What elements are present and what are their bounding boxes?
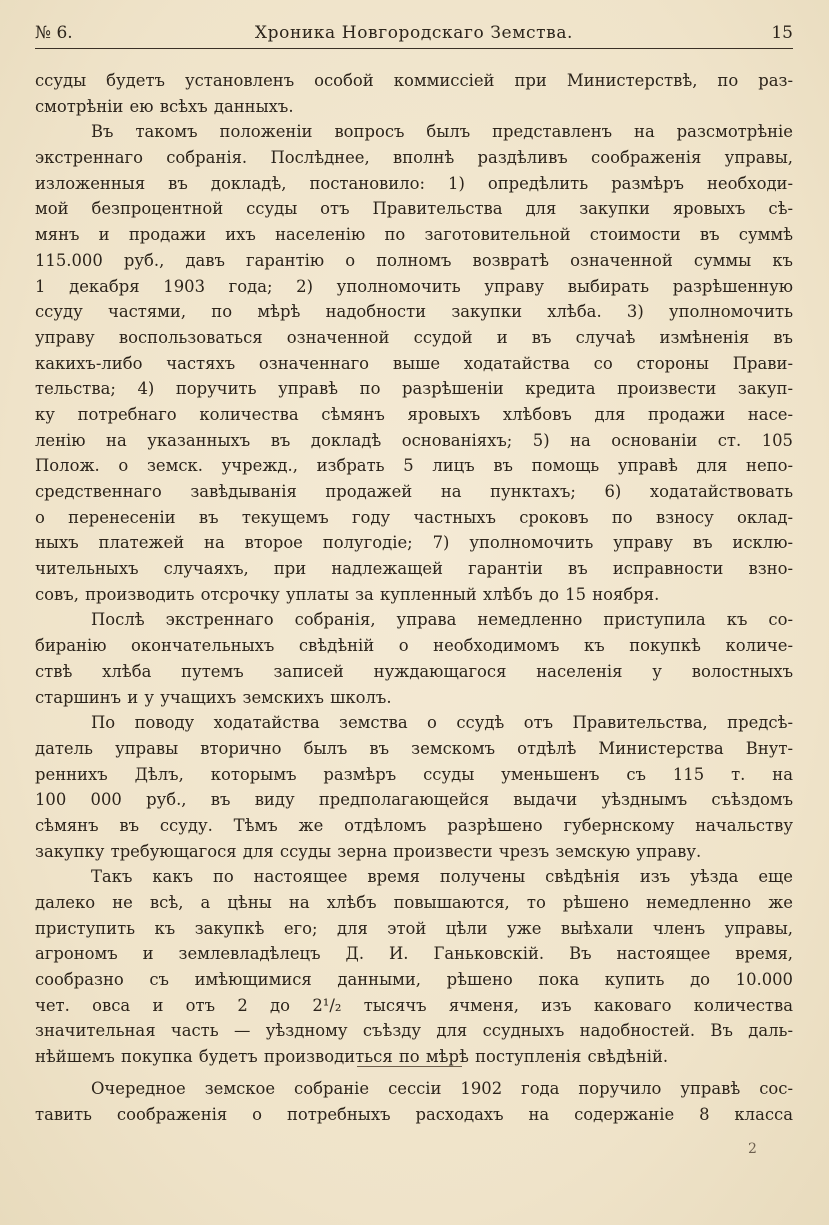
text-line: ку потребнаго количества сѣмянъ яровыхъ хлѣбовъ для продажи насе- (35, 404, 793, 424)
text-line: какихъ-либо частяхъ означеннаго выше ходатайства со стороны Прави- (35, 353, 793, 373)
text-line: средственнаго завѣдыванiя продажей на пунктахъ; 6) ходатайствовать (35, 482, 793, 501)
text-line: сообразно съ имѣющимися данными, рѣшено пока купить до 10.000 (35, 970, 793, 990)
text-line: ствѣ хлѣба путемъ записей нуждающагося населенiя у волостныхъ (35, 661, 793, 681)
body-text (35, 68, 793, 1070)
text-line: Такъ какъ по настоящее время получены свѣдѣнiя изъ уѣзда еще (91, 867, 793, 887)
text-line: мянъ и продажи ихъ населенiю по заготовительной стоимости въ суммѣ (35, 225, 793, 245)
text-line: мой безпроцентной ссуды отъ Правительства для закупки яровыхъ сѣ- (35, 199, 793, 219)
text-line: сѣмянъ въ ссуду. Тѣмъ же отдѣломъ разрѣшено губернскому начальству (35, 815, 793, 835)
text-line: 115.000 руб., давъ гарантiю о полномъ возвратѣ означенной суммы къ (35, 250, 793, 270)
text-line: совъ, производить отсрочку уплаты за купленный хлѣбъ до 15 ноября. (35, 584, 660, 604)
text-line: о перенесенiи въ текущемъ году частныхъ сроковъ по взносу оклад- (35, 507, 793, 527)
text-line: управу воспользоваться означенной ссудой и въ случаѣ измѣненiя въ (35, 327, 793, 347)
body-text-continued (35, 1076, 793, 1127)
section-divider (357, 1066, 462, 1067)
page-number: 15 (771, 23, 793, 43)
text-line: ссуду частями, по мѣрѣ надобности закупки хлѣба. 3) уполномочить (35, 302, 793, 322)
text-line: тельства; 4) поручить управѣ по разрѣшенiи кредита произвести закуп- (35, 379, 793, 399)
text-line: старшинъ и у учащихъ земскихъ школъ. (35, 687, 392, 707)
text-line: ссуды будетъ установленъ особой коммиссiей при Министерствѣ, по раз- (35, 71, 793, 90)
text-line: 100 000 руб., въ виду предполагающейся выдачи уѣзднымъ съѣздомъ (35, 790, 793, 810)
text-line: далеко не всѣ, а цѣны на хлѣбъ повышаются, то рѣшено немедленно же (35, 893, 793, 912)
text-line: смотрѣнiи ею всѣхъ данныхъ. (35, 96, 294, 116)
text-line: приступить къ закупкѣ его; для этой цѣли уже выѣхали членъ управы, (35, 918, 793, 938)
header-rule (35, 48, 793, 49)
text-line: Очередное земское собранiе сессiи 1902 года поручило управѣ сос- (91, 1079, 793, 1098)
text-line: ленiю на указанныхъ въ докладѣ основанiяхъ; 5) на основанiи ст. 105 (35, 430, 793, 450)
text-line: реннихъ Дѣлъ, которымъ размѣръ ссуды уменьшенъ съ 115 т. на (35, 764, 793, 784)
text-line: закупку требующагося для ссуды зерна произвести чрезъ земскую управу. (35, 841, 702, 861)
text-line: изложенныя въ докладѣ, постановило: 1) опредѣлить размѣръ необходи- (35, 173, 793, 193)
text-line: ныхъ платежей на второе полугодiе; 7) уполномочить управу въ исклю- (35, 533, 793, 553)
text-line: биранiю окончательныхъ свѣдѣнiй о необходимомъ къ покупкѣ количе- (35, 636, 793, 656)
page-header (35, 20, 793, 46)
text-line: 1 декабря 1903 года; 2) уполномочить управу выбирать разрѣшенную (35, 276, 793, 296)
text-line: экстреннаго собранiя. Послѣднее, вполнѣ раздѣливъ соображенiя управы, (35, 148, 793, 168)
text-line: Полож. о земск. учрежд., избрать 5 лицъ въ помощь управѣ для непо- (35, 456, 793, 476)
text-line: значительная часть — уѣздному съѣзду для ссудныхъ надобностей. Въ даль- (35, 1021, 793, 1041)
text-line: Въ такомъ положенiи вопросъ былъ представленъ на разсмотрѣнiе (91, 122, 793, 142)
text-line: тавить соображенiя о потребныхъ расходахъ на содержанiе 8 класса (35, 1104, 793, 1124)
text-line: Послѣ экстреннаго собранiя, управа немедленно приступила къ со- (91, 610, 793, 630)
text-line: датель управы вторично былъ въ земскомъ отдѣлѣ Министерства Внут- (35, 738, 793, 758)
text-line: По поводу ходатайства земства о ссудѣ отъ Правительства, предсѣ- (91, 713, 793, 733)
running-title: Хроника Новгородскаго Земства. (254, 23, 574, 43)
text-line: чительныхъ случаяхъ, при надлежащей гарантiи въ исправности взно- (35, 559, 793, 579)
text-line: нѣйшемъ покупка будетъ производиться по мѣрѣ поступленiя свѣдѣнiй. (35, 1047, 669, 1067)
issue-number: № 6. (35, 23, 73, 43)
text-line: чет. овса и отъ 2 до 2¹/₂ тысячъ ячменя, изъ каковаго количества (35, 995, 793, 1015)
text-line: агрономъ и землевладѣлецъ Д. И. Ганьковскiй. Въ настоящее время, (35, 944, 793, 964)
signature-mark: 2 (748, 1141, 757, 1157)
